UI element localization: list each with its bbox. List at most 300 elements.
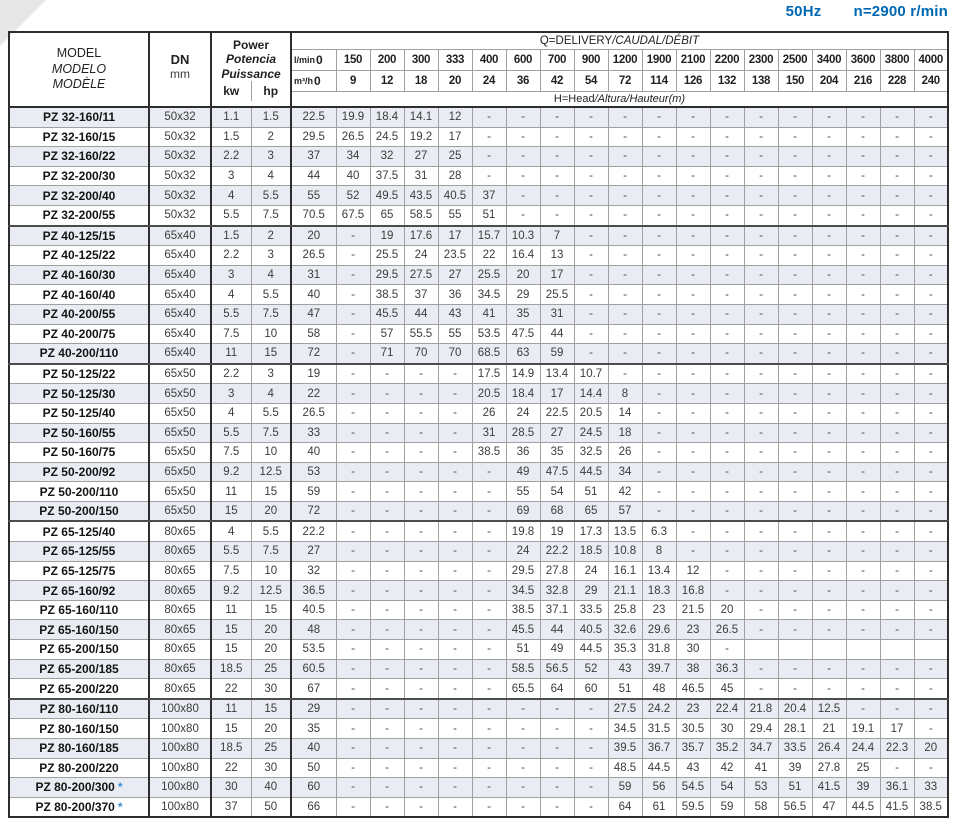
head-value-cell: 25.5 [540, 285, 574, 305]
head-value-cell: - [404, 640, 438, 660]
flow-lmin-value: 2500 [778, 50, 812, 71]
power-kw-cell: 5.5 [211, 542, 251, 562]
head-value-cell: - [914, 581, 948, 601]
head-value-cell: - [744, 166, 778, 186]
model-cell: PZ 65-125/40 [9, 521, 149, 541]
head-value-cell: - [880, 581, 914, 601]
head-value-cell: 19 [540, 521, 574, 541]
flow-m3h-value: 36 [506, 71, 540, 92]
model-cell: PZ 40-200/75 [9, 324, 149, 344]
flow-m3h-value: 0 [314, 74, 321, 88]
head-value-cell: - [540, 758, 574, 778]
dn-cell: 65x50 [149, 482, 211, 502]
power-kw-cell: 11 [211, 344, 251, 364]
power-header-fr: Puissance [221, 66, 281, 81]
frequency-label: 50Hz [785, 3, 822, 20]
power-hp-cell: 50 [251, 797, 291, 817]
head-value-cell: 59 [608, 778, 642, 798]
power-kw-cell: 3 [211, 384, 251, 404]
head-value-cell: 45 [710, 679, 744, 699]
head-value-cell: - [404, 403, 438, 423]
head-value-cell: 32 [291, 561, 336, 581]
head-value-cell: 44 [404, 304, 438, 324]
head-value-cell: 27 [438, 265, 472, 285]
head-value-cell: 37.5 [370, 166, 404, 186]
head-value-cell: 38.5 [472, 443, 506, 463]
head-value-cell: - [880, 107, 914, 127]
head-value-cell: 21.1 [608, 581, 642, 601]
head-value-cell: 27 [540, 423, 574, 443]
model-cell: PZ 65-160/150 [9, 620, 149, 640]
head-value-cell: - [404, 462, 438, 482]
head-value-cell: - [880, 246, 914, 266]
head-value-cell: - [710, 127, 744, 147]
power-kw-cell: 2.2 [211, 364, 251, 384]
head-value-cell: - [880, 600, 914, 620]
head-value-cell: - [506, 147, 540, 167]
head-value-cell: - [710, 265, 744, 285]
head-value-cell: - [642, 501, 676, 521]
head-value-cell: 31 [291, 265, 336, 285]
pump-performance-table [8, 31, 949, 818]
head-value-cell: - [914, 462, 948, 482]
dn-cell: 65x40 [149, 226, 211, 246]
head-value-cell: - [778, 462, 812, 482]
head-value-cell: 50 [291, 758, 336, 778]
head-value-cell: - [438, 542, 472, 562]
power-hp-cell: 4 [251, 384, 291, 404]
head-value-cell: - [404, 542, 438, 562]
head-value-cell: - [642, 482, 676, 502]
head-value-cell: - [914, 226, 948, 246]
head-value-cell: - [370, 719, 404, 739]
head-value-cell: 44.5 [574, 462, 608, 482]
head-value-cell: - [370, 699, 404, 719]
head-value-cell: 60 [291, 778, 336, 798]
head-value-cell: - [642, 403, 676, 423]
head-value-cell: 26 [472, 403, 506, 423]
head-value-cell: - [472, 561, 506, 581]
head-value-cell: 30 [710, 719, 744, 739]
head-title-translations: /Altura/Hauteur(m) [594, 93, 686, 105]
flow-lmin-value: 1200 [608, 50, 642, 71]
head-value-cell: 12 [438, 107, 472, 127]
head-value-cell: 25.8 [608, 600, 642, 620]
head-value-cell: 34.5 [472, 285, 506, 305]
head-value-cell: 70 [438, 344, 472, 364]
flow-m3h-value: 126 [676, 71, 710, 92]
table-row [9, 797, 948, 817]
head-value-cell: - [608, 285, 642, 305]
head-value-cell: - [404, 758, 438, 778]
head-value-cell: - [880, 699, 914, 719]
flow-lmin-value: 0 [316, 53, 323, 67]
power-hp-cell: 15 [251, 600, 291, 620]
head-value-cell: - [574, 778, 608, 798]
model-header-en: MODEL [56, 46, 102, 61]
head-value-cell: - [914, 265, 948, 285]
head-value-cell: - [812, 324, 846, 344]
head-value-cell: - [846, 265, 880, 285]
head-value-cell: - [846, 600, 880, 620]
dn-cell: 100x80 [149, 719, 211, 739]
table-row [9, 699, 948, 719]
head-value-cell: 22.2 [291, 521, 336, 541]
head-value-cell: - [438, 739, 472, 759]
head-value-cell: - [914, 659, 948, 679]
head-value-cell: - [778, 659, 812, 679]
head-value-cell: - [472, 521, 506, 541]
head-value-cell: - [812, 344, 846, 364]
table-row [9, 423, 948, 443]
table-row [9, 561, 948, 581]
head-value-cell: - [744, 443, 778, 463]
head-value-cell: - [710, 462, 744, 482]
head-value-cell: - [404, 620, 438, 640]
head-value-cell: - [710, 285, 744, 305]
head-value-cell: - [574, 166, 608, 186]
head-value-cell: - [642, 226, 676, 246]
flow-lmin-value: 600 [506, 50, 540, 71]
model-cell: PZ 32-200/30 [9, 166, 149, 186]
head-value-cell: - [710, 501, 744, 521]
head-value-cell: - [506, 719, 540, 739]
head-value-cell: - [914, 719, 948, 739]
head-value-cell: - [880, 423, 914, 443]
head-value-cell: - [404, 739, 438, 759]
head-value-cell: 37.1 [540, 600, 574, 620]
head-value-cell: - [608, 265, 642, 285]
head-value-cell: 19.9 [336, 107, 370, 127]
flow-m3h-value: 18 [404, 71, 438, 92]
head-value-cell: 25.5 [472, 265, 506, 285]
head-value-cell: - [438, 581, 472, 601]
head-value-cell: 17 [438, 127, 472, 147]
head-value-cell: - [812, 403, 846, 423]
power-hp-cell: 25 [251, 739, 291, 759]
model-cell: PZ 50-160/75 [9, 443, 149, 463]
frequency-speed-header [786, 3, 948, 20]
head-value-cell: - [778, 246, 812, 266]
head-value-cell: - [438, 561, 472, 581]
head-value-cell: - [812, 679, 846, 699]
head-value-cell: - [914, 186, 948, 206]
head-value-cell: - [336, 797, 370, 817]
head-value-cell: - [812, 501, 846, 521]
table-row [9, 166, 948, 186]
model-cell: PZ 50-125/40 [9, 403, 149, 423]
head-value-cell: - [880, 226, 914, 246]
head-value-cell: 43 [608, 659, 642, 679]
head-value-cell: 20.5 [574, 403, 608, 423]
head-value-cell: 35.7 [676, 739, 710, 759]
model-cell: PZ 40-125/15 [9, 226, 149, 246]
head-value-cell: 40 [291, 739, 336, 759]
head-value-cell: - [812, 285, 846, 305]
head-value-cell: 44.5 [846, 797, 880, 817]
head-value-cell: - [438, 501, 472, 521]
head-value-cell: 33.5 [574, 600, 608, 620]
head-value-cell: - [540, 107, 574, 127]
power-kw-cell: 1.5 [211, 127, 251, 147]
power-kw-cell: 4 [211, 521, 251, 541]
head-value-cell: 37 [404, 285, 438, 305]
power-hp-cell: 10 [251, 561, 291, 581]
table-row [9, 542, 948, 562]
head-value-cell: 35.3 [608, 640, 642, 660]
head-value-cell: - [710, 246, 744, 266]
table-row [9, 304, 948, 324]
model-cell: PZ 80-160/150 [9, 719, 149, 739]
flow-lmin-unit-label: l/min [294, 55, 316, 65]
power-hp-cell: 7.5 [251, 423, 291, 443]
head-value-cell: - [846, 166, 880, 186]
head-value-cell: - [370, 403, 404, 423]
head-value-cell: 19.8 [506, 521, 540, 541]
head-value-cell: 16.8 [676, 581, 710, 601]
head-value-cell: - [778, 581, 812, 601]
model-cell: PZ 40-200/55 [9, 304, 149, 324]
head-value-cell: - [676, 542, 710, 562]
dn-cell: 65x40 [149, 246, 211, 266]
head-value-cell: - [574, 127, 608, 147]
model-cell: PZ 40-125/22 [9, 246, 149, 266]
head-value-cell: - [880, 344, 914, 364]
head-value-cell: - [336, 226, 370, 246]
head-value-cell: - [404, 482, 438, 502]
model-cell: PZ 65-200/150 [9, 640, 149, 660]
flow-lmin-value: 4000 [914, 50, 948, 71]
head-value-cell: - [812, 659, 846, 679]
head-value-cell: - [846, 186, 880, 206]
dn-cell: 80x65 [149, 620, 211, 640]
head-value-cell: 43 [676, 758, 710, 778]
head-value-cell: 24.5 [574, 423, 608, 443]
head-value-cell: - [404, 719, 438, 739]
power-kw-cell: 15 [211, 640, 251, 660]
dn-cell: 100x80 [149, 758, 211, 778]
head-value-cell: 22.5 [291, 107, 336, 127]
head-value-cell: - [846, 403, 880, 423]
table-row [9, 620, 948, 640]
model-cell: PZ 50-200/150 [9, 501, 149, 521]
head-value-cell: - [574, 699, 608, 719]
head-value-cell: - [744, 521, 778, 541]
head-value-cell: 49 [540, 640, 574, 660]
head-value-cell: - [812, 581, 846, 601]
flow-m3h-value: 42 [540, 71, 574, 92]
dn-cell: 50x32 [149, 107, 211, 127]
power-hp-cell: 7.5 [251, 205, 291, 225]
head-value-cell: 60.5 [291, 659, 336, 679]
table-row [9, 581, 948, 601]
head-value-cell: - [744, 304, 778, 324]
head-value-cell: - [370, 679, 404, 699]
head-value-cell: - [812, 226, 846, 246]
dn-cell: 50x32 [149, 166, 211, 186]
head-value-cell: - [846, 521, 880, 541]
power-kw-cell: 15 [211, 620, 251, 640]
power-hp-cell: 2 [251, 127, 291, 147]
head-value-cell: 17 [880, 719, 914, 739]
dn-cell: 80x65 [149, 640, 211, 660]
power-hp-cell: 3 [251, 364, 291, 384]
head-value-cell: - [438, 640, 472, 660]
head-value-cell: - [744, 205, 778, 225]
head-value-cell: - [846, 246, 880, 266]
head-value-cell: 14 [608, 403, 642, 423]
head-value-cell: - [880, 482, 914, 502]
power-kw-cell: 9.2 [211, 462, 251, 482]
head-value-cell: - [438, 659, 472, 679]
head-value-cell: 38.5 [506, 600, 540, 620]
head-value-cell: - [574, 304, 608, 324]
head-value-cell: 53.5 [291, 640, 336, 660]
head-value-cell: 16.1 [608, 561, 642, 581]
head-value-cell: 40 [291, 443, 336, 463]
head-value-cell: 53 [744, 778, 778, 798]
head-value-cell: 33 [914, 778, 948, 798]
head-value-cell: - [472, 739, 506, 759]
head-value-cell: 35 [291, 719, 336, 739]
power-hp-cell: 3 [251, 147, 291, 167]
head-value-cell: - [812, 561, 846, 581]
head-value-cell: - [370, 462, 404, 482]
head-value-cell: - [778, 443, 812, 463]
head-value-cell: 41.5 [880, 797, 914, 817]
head-value-cell: 40.5 [291, 600, 336, 620]
head-value-cell: 58.5 [506, 659, 540, 679]
table-row [9, 600, 948, 620]
head-value-cell: - [812, 166, 846, 186]
head-value-cell: - [676, 521, 710, 541]
head-value-cell: 22.3 [880, 739, 914, 759]
head-value-cell: - [404, 501, 438, 521]
flow-m3h-value: 138 [744, 71, 778, 92]
model-cell: PZ 80-160/110 [9, 699, 149, 719]
dn-cell: 65x40 [149, 304, 211, 324]
head-value-cell: - [608, 127, 642, 147]
dn-cell: 65x50 [149, 443, 211, 463]
head-value-cell: 29 [574, 581, 608, 601]
head-value-cell: - [336, 324, 370, 344]
head-value-cell: 42 [608, 482, 642, 502]
head-value-cell: - [676, 344, 710, 364]
head-value-cell: - [880, 679, 914, 699]
power-hp-cell: 12.5 [251, 581, 291, 601]
table-row [9, 384, 948, 404]
head-value-cell: - [710, 581, 744, 601]
head-value-cell: 6.3 [642, 521, 676, 541]
head-value-cell: - [744, 265, 778, 285]
head-value-cell: - [438, 482, 472, 502]
head-value-cell: 24 [404, 246, 438, 266]
power-hp-cell: 30 [251, 758, 291, 778]
head-value-cell: 21.8 [744, 699, 778, 719]
dn-cell: 50x32 [149, 186, 211, 206]
head-value-cell: - [540, 147, 574, 167]
head-value-cell: 32.6 [608, 620, 642, 640]
head-value-cell: - [710, 364, 744, 384]
head-value-cell: 48.5 [608, 758, 642, 778]
head-value-cell: 25 [438, 147, 472, 167]
head-value-cell: - [642, 147, 676, 167]
head-value-cell: - [812, 423, 846, 443]
head-value-cell: - [744, 384, 778, 404]
head-value-cell: 69 [506, 501, 540, 521]
head-value-cell: - [880, 462, 914, 482]
head-value-cell: - [846, 304, 880, 324]
head-value-cell: - [642, 304, 676, 324]
head-value-cell: - [846, 226, 880, 246]
head-value-cell: - [710, 226, 744, 246]
head-value-cell: - [336, 778, 370, 798]
head-value-cell: 37 [291, 147, 336, 167]
head-value-cell: - [404, 581, 438, 601]
power-header-es: Potencia [225, 52, 276, 67]
head-value-cell: - [744, 561, 778, 581]
head-value-cell: 19 [291, 364, 336, 384]
flow-lmin-value: 2200 [710, 50, 744, 71]
head-value-cell: - [914, 166, 948, 186]
head-value-cell: - [506, 186, 540, 206]
head-value-cell: - [710, 482, 744, 502]
head-value-cell: - [540, 205, 574, 225]
head-value-cell: - [880, 501, 914, 521]
head-value-cell: - [914, 679, 948, 699]
head-value-cell: 56 [642, 778, 676, 798]
table-row [9, 778, 948, 798]
power-kw-cell: 22 [211, 679, 251, 699]
head-value-cell: - [540, 778, 574, 798]
head-value-cell: 44.5 [642, 758, 676, 778]
head-value-cell: - [846, 384, 880, 404]
model-header-fr: MODÈLE [52, 77, 106, 92]
head-value-cell: - [676, 443, 710, 463]
table-row [9, 186, 948, 206]
head-value-cell: - [914, 443, 948, 463]
model-cell: PZ 80-200/300 * [9, 778, 149, 798]
head-value-cell: - [336, 246, 370, 266]
dn-cell: 50x32 [149, 205, 211, 225]
head-value-cell: 38.5 [370, 285, 404, 305]
head-value-cell: 41 [744, 758, 778, 778]
head-value-cell: - [880, 659, 914, 679]
head-value-cell: 55 [291, 186, 336, 206]
head-value-cell: - [642, 443, 676, 463]
table-row [9, 739, 948, 759]
table-row [9, 107, 948, 127]
head-value-cell: 60 [574, 679, 608, 699]
head-value-cell: 37 [472, 186, 506, 206]
head-value-cell: - [574, 147, 608, 167]
head-value-cell: - [642, 285, 676, 305]
head-value-cell: 35 [540, 443, 574, 463]
head-value-cell: 59 [710, 797, 744, 817]
head-value-cell: 27 [291, 542, 336, 562]
model-cell: PZ 80-160/185 [9, 739, 149, 759]
table-row [9, 226, 948, 246]
head-value-cell: - [608, 304, 642, 324]
head-value-cell: - [778, 166, 812, 186]
head-value-cell: - [370, 384, 404, 404]
flow-m3h-value: 114 [642, 71, 676, 92]
model-cell: PZ 50-125/30 [9, 384, 149, 404]
head-value-cell: - [676, 403, 710, 423]
head-value-cell: - [370, 521, 404, 541]
head-value-cell: - [506, 758, 540, 778]
head-value-cell: 13.4 [642, 561, 676, 581]
